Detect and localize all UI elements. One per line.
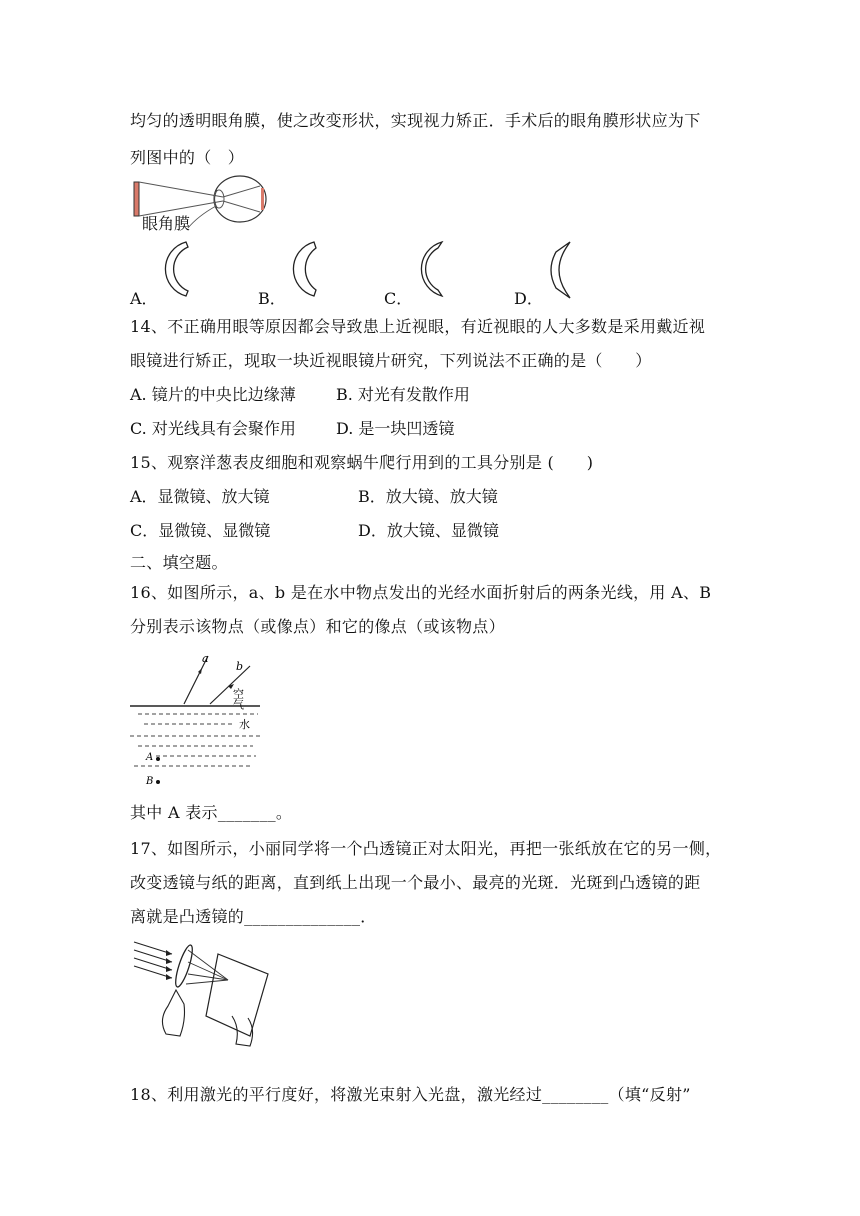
ray-b-label: b [236, 660, 244, 673]
q16-line1: 16、如图所示，a、b 是在水中物点发出的光经水面折射后的两条光线，用 A、B [130, 583, 712, 602]
q14-line1: 14、不正确用眼等原因都会导致患上近视眼，有近视眼的人大多数是采用戴近视 [130, 317, 706, 336]
air-label: 空气 [231, 688, 245, 710]
q14-option-b: B. 对光有发散作用 [336, 385, 470, 404]
q13-option-a: A． [130, 289, 158, 308]
q15-option-a: A．显微镜、放大镜 [130, 487, 270, 506]
q17-line2: 改变透镜与纸的距离，直到纸上出现一个最小、最亮的光斑．光斑到凸透镜的距 [130, 873, 701, 892]
option-a-shape [156, 240, 192, 300]
cornea-label: 眼角膜 [142, 214, 191, 233]
option-c-shape [410, 240, 446, 300]
q18-line1: 18、利用激光的平行度好，将激光束射入光盘，激光经过________（填“反射” [130, 1085, 691, 1104]
q13-option-c: C． [384, 289, 413, 308]
q15-option-b: B．放大镜、放大镜 [358, 487, 498, 506]
q15-option-c: C．显微镜、显微镜 [130, 521, 271, 540]
q14-option-d: D. 是一块凹透镜 [336, 419, 455, 438]
q17-line3: 离就是凸透镜的______________． [130, 907, 377, 926]
point-b-label: B [146, 776, 154, 787]
q17-line1: 17、如图所示，小丽同学将一个凸透镜正对太阳光，再把一张纸放在它的另一侧， [130, 839, 722, 858]
option-b-shape [284, 240, 320, 300]
q14-option-c: C. 对光线具有会聚作用 [130, 419, 296, 438]
q16-line2: 分别表示该物点（或像点）和它的像点（或该物点） [130, 617, 505, 636]
ray-a-label: a [202, 652, 209, 665]
q14-option-a: A. 镜片的中央比边缘薄 [130, 385, 296, 404]
q13-line1: 均匀的透明眼角膜，使之改变形状，实现视力矫正．手术后的眼角膜形状应为下 [130, 111, 701, 130]
q13-line2: 列图中的（ ） [130, 148, 245, 167]
q15-line1: 15、观察洋葱表皮细胞和观察蜗牛爬行用到的工具分别是 ( ) [130, 453, 594, 472]
water-label: 水 [239, 718, 250, 731]
option-d-shape [538, 240, 574, 302]
q13-option-b: B． [258, 289, 286, 308]
refraction-figure [128, 648, 268, 790]
q13-option-d: D． [514, 289, 543, 308]
q15-option-d: D．放大镜、显微镜 [358, 521, 499, 540]
section-heading: 二、填空题。 [130, 553, 228, 572]
point-a-label: A [146, 752, 154, 763]
q14-line2: 眼镜进行矫正，现取一块近视眼镜片研究，下列说法不正确的是（ ） [130, 351, 652, 370]
convex-lens-figure [128, 932, 278, 1058]
q16-answer-line: 其中 A 表示_______。 [130, 803, 293, 822]
